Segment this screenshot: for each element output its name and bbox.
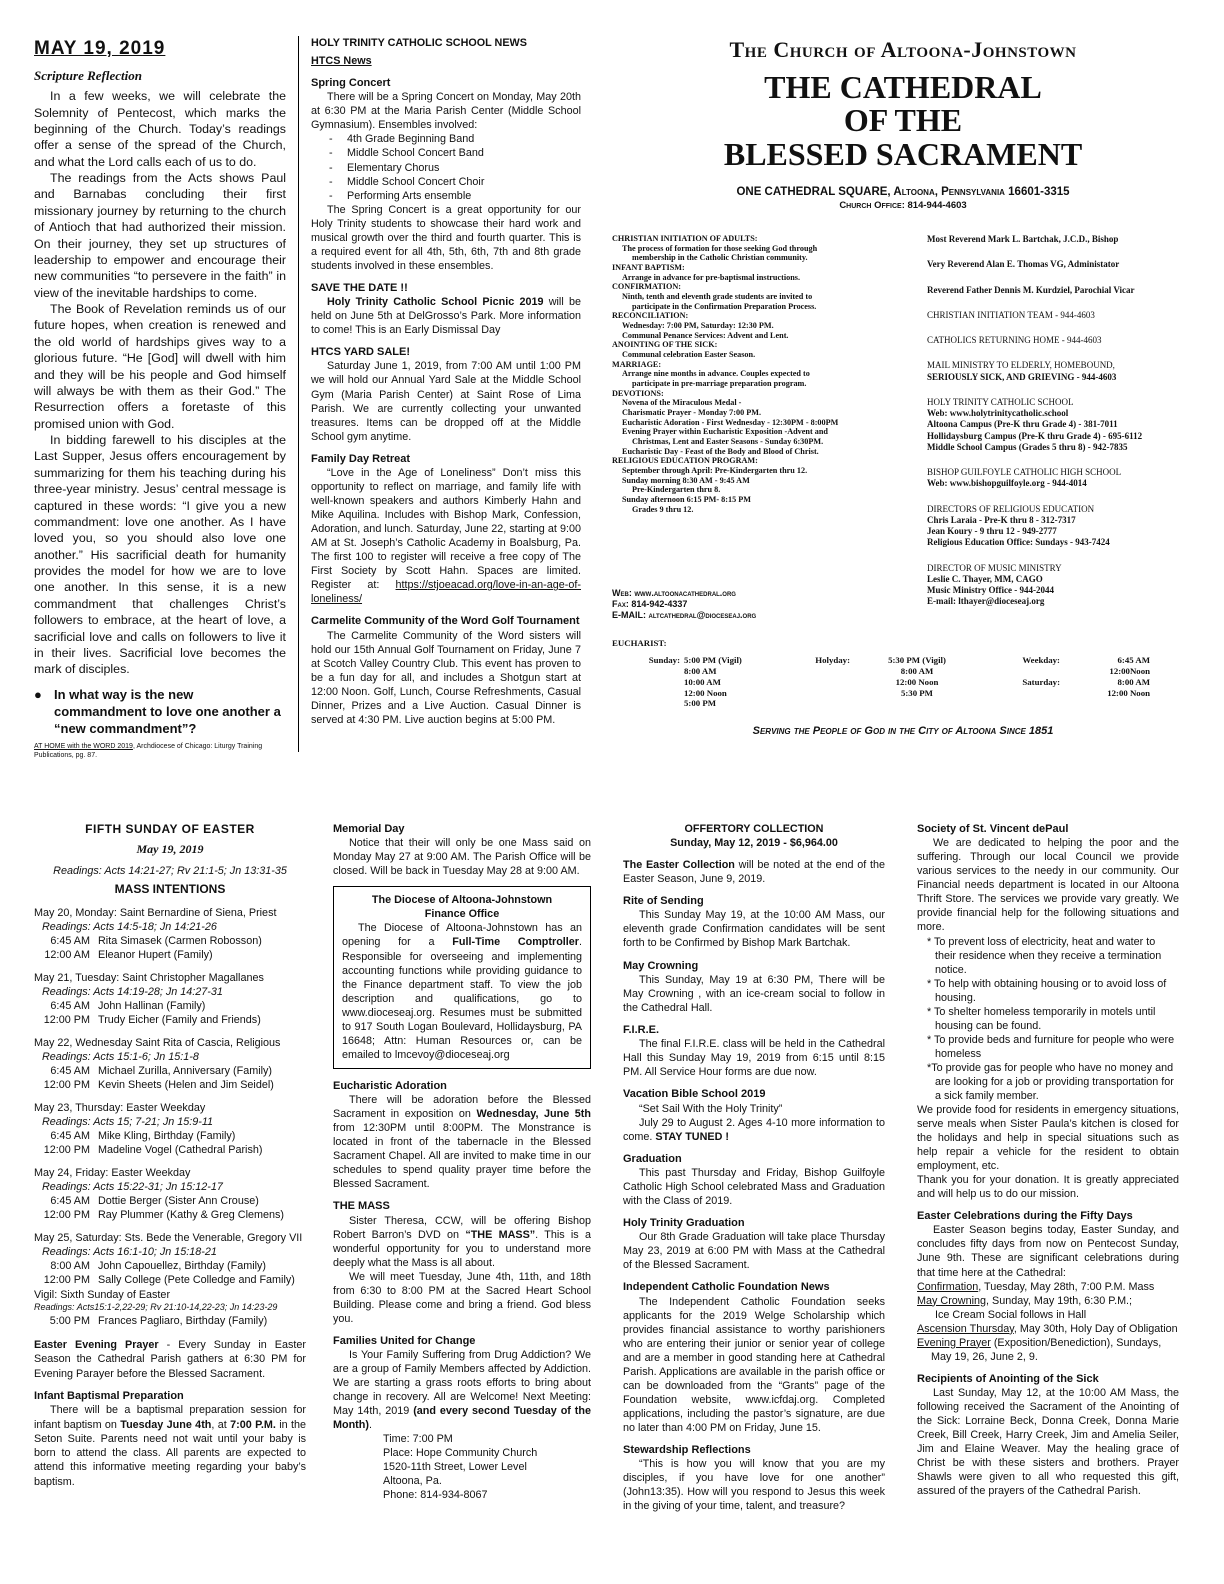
service-detail: Communal Penance Services: Advent and Lent.	[622, 330, 789, 340]
bullet-icon: ●	[34, 686, 42, 702]
yard-sale-text: Saturday June 1, 2019, from 7:00 AM until 1:00 PM we will hold our Annual Yard Sale at the Middle School Gym (Maria Parish Center) at Saint Rose of Lima Parish. We are currently collecting your unwanted treasures. Items can be dropped off at the Middle School gym anytime.	[311, 360, 581, 443]
mass-row	[34, 1208, 306, 1222]
vigil-readings-text: Acts15:1-2,22-29; Rv 21:10-14,22-23; Jn 14:23-29	[74, 1301, 278, 1312]
fire-title: F.I.R.E.	[623, 1023, 660, 1036]
contact-block	[612, 588, 756, 620]
church-name: The Church of Altoona-Johnstown	[729, 37, 1077, 62]
list-item: *To provide gas for people who have no money and are looking for a job or providing transportation for a sick family member.	[927, 1061, 1174, 1102]
celebration-item: Ice Cream Social follows in Hall	[935, 1308, 1087, 1321]
golf-text: The Carmelite Community of the Word sisters will hold our 15th Annual Golf Tournament on Friday, June 7 at Scotch Valley Country Club. This event has proven to be a fun day for all, and includes a Shotgun start at 12:00 Noon. Golf, Lunch, Course Refreshments, Casual Dinner, Prizes and a Live Auction. Casual Dinner is served at 4:30 PM. Live auction begins at 5:00 PM.	[311, 629, 581, 726]
fifth-sunday-heading: FIFTH SUNDAY OF EASTER	[85, 822, 255, 836]
fax-number: Fax: 814-942-4337	[612, 598, 688, 609]
celebration-item	[917, 1322, 1179, 1336]
vbs-title: Vacation Bible School 2019	[623, 1088, 766, 1101]
service-detail: The process of formation for those seeking God through	[622, 243, 818, 253]
staff-line: SERIOUSLY SICK, AND GRIEVING - 944-4603	[927, 371, 1117, 382]
rite-of-sending-title: Rite of Sending	[623, 895, 704, 908]
service-detail: membership in the Catholic Christian community.	[632, 253, 808, 263]
citation-text: , Archdiocese of Chicago: Liturgy Training Publications, pg. 87.	[34, 743, 263, 759]
stewardship-text: “This is how you will know that you are my disciples, if you have love for one another” (John13:35). How will you respond to Jesus this week in the giving of your time, talent, and treasure?	[623, 1458, 885, 1513]
service-detail: Arrange in advance for pre-baptismal instructions.	[622, 272, 801, 282]
service-title: RELIGIOUS EDUCATION PROGRAM:	[612, 456, 758, 466]
the-mass-text	[333, 1214, 591, 1270]
service-detail: Charismatic Prayer - Monday 7:00 PM.	[622, 408, 762, 418]
finance-office-box	[333, 886, 591, 1068]
meeting-info	[333, 1432, 591, 1502]
day-heading: May 25, Saturday: Sts. Bede the Venerable, Gregory VII	[34, 1231, 303, 1244]
staff-line: Religious Education Office: Sundays - 943-7424	[927, 537, 1110, 548]
vbs-body: July 29 to August 2. Ages 4-10 more information to come.	[623, 1116, 885, 1143]
staff-entry	[927, 335, 1192, 346]
day-readings: Readings: Acts 15:1-6; Jn 15:1-8	[42, 1050, 199, 1063]
sunday-readings: Readings: Acts 14:21-27; Rv 21:1-5; Jn 13:31-35	[53, 864, 287, 877]
vbs-stay-tuned: STAY TUNED !	[655, 1130, 729, 1143]
vigil-line: Vigil: Sixth Sunday of Easter	[34, 1288, 171, 1301]
mass-row	[34, 1194, 306, 1208]
service-detail: Grades 9 thru 12.	[632, 504, 694, 514]
adoration-title: Eucharistic Adoration	[333, 1079, 447, 1092]
the-mass-schedule: We will meet Tuesday, June 4th, 11th, and 18th from 6:30 to 8:00 PM at the Sacred Heart School Building. Please come and bring a friend. God bless you.	[333, 1270, 591, 1325]
meeting-phone: Phone: 814-934-8067	[383, 1489, 488, 1502]
serving-tagline: Serving the People of God in the City of Altoona Since 1851	[752, 725, 1054, 737]
easter-celebrations-text: Easter Season begins today, Easter Sunday, and concludes fifty days from now on Pentecost Sunday, June 9th. These are significant celebrations during that time here at the Cathedral:	[917, 1224, 1179, 1279]
service-detail: Ninth, tenth and eleventh grade students are invited to	[622, 292, 813, 302]
staff-line: Most Reverend Mark L. Bartchak, J.C.D., Bishop	[927, 234, 1119, 244]
mass-time: 12:00 AM	[44, 949, 90, 962]
celebration-name: Evening Prayer	[917, 1336, 991, 1349]
staff-line: Web: www.bishopguilfoyle.org - 944-4014	[927, 478, 1087, 489]
service-detail: participate in pre-marriage preparation program.	[632, 379, 807, 389]
vigil-readings	[34, 1302, 306, 1314]
celebration-name: Confirmation	[917, 1280, 979, 1293]
mass-time: 8:00 AM	[50, 1260, 90, 1273]
box-title: Finance Office	[424, 908, 500, 921]
ibp-text: , at	[211, 1418, 231, 1431]
mass-time: 8:00 AM	[900, 666, 934, 677]
rite-of-sending-text: This Sunday May 19, at the 10:00 AM Mass, our eleventh grade Confirmation candidates will be sent forth to be Confirmed by Bishop Mark Bartchak.	[623, 909, 885, 950]
mass-intentions-heading: MASS INTENTIONS	[114, 881, 226, 896]
mass-dvd-title: “THE MASS”	[465, 1228, 536, 1241]
service-title: CHRISTIAN INITIATION OF ADULTS:	[612, 234, 758, 243]
box-text: The Diocese of Altoona-Johnstown has an opening for a	[342, 922, 582, 949]
weekday-saturday-times	[1062, 655, 1152, 709]
fuc-body: .	[368, 1419, 372, 1432]
save-date-text	[311, 295, 581, 337]
staff-line: Leslie C. Thayer, MM, CAGO	[927, 573, 1043, 584]
mass-time: 5:30 PM (Vigil)	[888, 655, 946, 666]
mass-schedule-table	[612, 655, 1152, 709]
staff-entry	[927, 397, 1192, 453]
picnic-text: will be held on June 5th at DelGrosso’s Park. More information to come! This is an Early Dismissal Day	[311, 296, 581, 337]
website-link[interactable]: Web: www.altoonacathedral.org	[612, 588, 736, 598]
holyday-times	[852, 655, 982, 709]
staff-line: Web: www.holytrinitycatholic.school	[927, 408, 1069, 418]
staff-line: CATHOLICS RETURNING HOME - 944-4603	[927, 335, 1102, 345]
htg-title: Holy Trinity Graduation	[623, 1217, 745, 1230]
weekday-time: 6:45 AM	[1117, 655, 1150, 666]
staff-line: Music Ministry Office - 944-2044	[927, 585, 1054, 595]
concert-text-2: The Spring Concert is a great opportunity for our Holy Trinity students to showcase their hard work and musical growth over the third and fourth quarter. This is a required event for all 4th, 5th, 6th, 7th and 8th grade students involved in these ensembles.	[311, 203, 581, 272]
vigil-mass	[34, 1314, 306, 1328]
reflection-question	[34, 686, 286, 737]
service-detail: participate in the Confirmation Preparation Process.	[632, 301, 817, 311]
job-title: Full-Time Comptroller	[452, 936, 580, 949]
holyday-label: Holyday:	[815, 655, 850, 666]
mass-time: 6:45 AM	[50, 1130, 90, 1143]
day-readings: Readings: Acts 15:22-31; Jn 15:12-17	[42, 1180, 223, 1193]
mass-intention: Eleanor Hupert (Family)	[98, 949, 213, 962]
ibp-text: There will be a baptismal preparation session for infant baptism on	[34, 1404, 306, 1431]
staff-line: Chris Laraia - Pre-K thru 8 - 312-7317	[927, 514, 1076, 525]
celebration-detail: (Exposition/Benediction), Sundays, May 19, 26, June 2, 9.	[931, 1336, 1162, 1363]
list-item: * To help with obtaining housing or to avoid loss of housing.	[927, 977, 1167, 1004]
retreat-body: “Love in the Age of Loneliness” Don’t miss this opportunity to reflect on marriage, and family life with well-known speakers and authors Kimberly Hahn and Mike Aquilina. Includes with Bishop Mark, Confession, Adoration, and lunch. Saturday, June 22, starting at 9:00 AM at St. Joseph’s Catholic Academy in Boalsburg, Pa. The first 100 to register will receive a free copy of The First Society by Scott Hahn. Spaces are limited. Register at:	[311, 466, 581, 592]
mass-row	[34, 1273, 306, 1287]
list-item: * To prevent loss of electricity, heat and water to their residence when they receive a termination notice.	[927, 935, 1162, 976]
mass-body: . This is a wonderful opportunity for you to understand more deeply what the Mass is all about.	[333, 1228, 591, 1269]
citation-link[interactable]: AT HOME with the WORD 2019	[34, 743, 133, 751]
service-detail: Sunday afternoon 6:15 PM- 8:15 PM	[622, 495, 751, 505]
mass-intention: Mike Kling, Birthday (Family)	[98, 1130, 236, 1143]
staff-line: HOLY TRINITY CATHOLIC SCHOOL	[927, 396, 1074, 407]
celebration-detail: , Sunday, May 19th, 6:30 P.M.;	[986, 1294, 1133, 1307]
mass-row	[34, 934, 306, 948]
svdp-title: Society of St. Vincent dePaul	[917, 823, 1069, 835]
mass-intention-day	[34, 906, 306, 963]
families-united-title: Families United for Change	[333, 1334, 476, 1347]
scripture-column	[34, 36, 286, 766]
mass-row	[34, 1259, 306, 1273]
adoration-date: Wednesday, June 5th	[476, 1108, 591, 1121]
staff-entry	[927, 310, 1192, 321]
concert-title: Spring Concert	[311, 77, 391, 90]
scripture-para: The readings from the Acts shows Paul and Barnabas concluding their first missionary journey by returning to the church of Antioch that had authorized their mission. On their journey, they set up structures of leadership to empower and encourage their new communities “to persevere in the faith” in view of the inevitable hardships to come.	[34, 171, 286, 300]
mass-intention: Trudy Eicher (Family and Friends)	[98, 1014, 261, 1027]
staff-entry	[927, 467, 1192, 490]
mass-time: 12:00 PM	[43, 1014, 90, 1027]
celebration-detail: , May 30th, Holy Day of Obligation	[1013, 1322, 1178, 1335]
announcements-column-3	[623, 822, 885, 1562]
school-news-column	[311, 36, 581, 766]
save-date-title: SAVE THE DATE !!	[311, 281, 408, 294]
families-united-text	[333, 1348, 591, 1432]
service-title: DEVOTIONS:	[612, 388, 664, 398]
staff-line: Reverend Father Dennis M. Kurdziel, Parochial Vicar	[927, 284, 1135, 295]
list-item: - Performing Arts ensemble	[329, 189, 581, 203]
meeting-address: 1520-11th Street, Lower Level	[383, 1461, 527, 1474]
eucharist-label: EUCHARIST:	[612, 638, 667, 648]
fifth-sunday-date: May 19, 2019	[136, 841, 204, 856]
sunday-label: Sunday:	[648, 655, 680, 666]
mass-time: 6:45 AM	[50, 1000, 90, 1013]
saturday-label: Saturday:	[1022, 676, 1060, 687]
golf-title: Carmelite Community of the Word Golf Tournament	[311, 615, 580, 628]
staff-entry	[927, 259, 1192, 270]
svdp-text-3: Thank you for your donation. It is greatly appreciated and will help us to do our mission.	[917, 1174, 1179, 1201]
service-title: MARRIAGE:	[612, 359, 662, 369]
staff-line: Very Reverend Alan E. Thomas VG, Administator	[927, 259, 1120, 270]
weekday-saturday-labels	[982, 655, 1062, 709]
service-detail: September through April: Pre-Kindergarten thru 12.	[622, 466, 808, 476]
offertory-title: OFFERTORY COLLECTION	[684, 823, 824, 835]
column-divider	[298, 36, 299, 752]
mass-time: 12:00 Noon	[684, 687, 727, 698]
eep-text: - Every Sunday in Easter Season the Cathedral Parish gathers at 6:30 PM for Evening Parayer before the Blessed Sacrament.	[34, 1339, 306, 1380]
mass-time: 5:30 PM	[900, 687, 933, 698]
graduation-title: Graduation	[623, 1152, 682, 1165]
fuc-body: Is Your Family Suffering from Drug Addiction? We are a group of Family Members affected by Addiction. We are starting a grass roots efforts to bring about change in recovery. All are Welcome! Next Meeting: May 14th, 2019	[333, 1349, 591, 1418]
staff-entry	[927, 360, 1192, 383]
svdp-text-2: We provide food for residents in emergency situations, serve meals when Sister Paula’s kitchen is closed for the holidays and help in special situations such as help repair a vehicle for the resident to obtain employment, etc.	[917, 1103, 1179, 1173]
mass-body: Sister Theresa, CCW, will be offering Bishop Robert Barron’s DVD on	[333, 1214, 591, 1241]
service-detail: Pre-Kindergarten thru 8.	[632, 485, 721, 495]
announcements-column-2	[333, 822, 591, 1562]
staff-line: Altoona Campus (Pre-K thru Grade 4) - 381-7011	[927, 419, 1118, 430]
celebration-item	[917, 1280, 1179, 1294]
meeting-city: Altoona, Pa.	[383, 1475, 442, 1488]
mass-intention-day	[34, 1101, 306, 1158]
cathedral-title-line: OF THE	[843, 102, 963, 139]
staff-line: BISHOP GUILFOYLE CATHOLIC HIGH SCHOOL	[927, 467, 1122, 477]
service-detail: Eucharistic Adoration - First Wednesday - 12:30PM - 8:00PM	[622, 417, 839, 427]
may-crowning-title: May Crowning	[623, 959, 699, 972]
mass-intention: Ray Plummer (Kathy & Greg Clemens)	[98, 1209, 284, 1222]
mass-intention: Sally College (Pete Colledge and Family)	[98, 1274, 295, 1287]
infant-baptism-text	[34, 1403, 306, 1489]
saturday-time: 12:00 Noon	[1107, 687, 1150, 698]
staff-line: MAIL MINISTRY TO ELDERLY, HOMEBOUND,	[927, 360, 1115, 371]
celebration-item	[917, 1294, 1179, 1308]
service-detail: Communal celebration Easter Season.	[622, 350, 756, 360]
service-title: INFANT BAPTISM:	[612, 263, 685, 273]
saturday-time: 8:00 AM	[1117, 676, 1150, 687]
mass-time: 5:00 PM (Vigil)	[684, 655, 742, 666]
mass-time: 10:00 AM	[684, 676, 721, 687]
day-heading: May 24, Friday: Easter Weekday	[34, 1166, 191, 1179]
adoration-body: There will be adoration before the Blessed Sacrament in exposition on	[333, 1094, 591, 1121]
scripture-para: In a few weeks, we will celebrate the Solemnity of Pentecost, which marks the beginning of the Church. Today’s readings offer a sense of the spread of the Church, and what the Lord calls each of us to do.	[34, 89, 286, 169]
staff-line: CHRISTIAN INITIATION TEAM - 944-4603	[927, 309, 1095, 320]
retreat-link[interactable]: https://stjoeacad.org/love-in-an-age-of-loneliness/	[311, 579, 581, 606]
day-heading: May 23, Thursday: Easter Weekday	[34, 1101, 206, 1114]
mass-intention: John Capouellez, Birthday (Family)	[98, 1260, 267, 1273]
service-detail: Christmas, Lent and Easter Seasons - Sunday 6:30PM.	[632, 437, 824, 447]
day-readings: Readings: Acts 15; 7-21; Jn 15:9-11	[42, 1115, 214, 1128]
mass-row	[34, 1064, 306, 1078]
day-readings: Readings: Acts 14:5-18; Jn 14:21-26	[42, 920, 217, 933]
eep-title: Easter Evening Prayer	[34, 1339, 159, 1352]
fire-text: The final F.I.R.E. class will be held in the Cathedral Hall this Sunday May 19, 2019 from 6:15 until 8:15 PM. All Service Hour forms are due now.	[623, 1038, 885, 1079]
anointing-title: Recipients of Anointing of the Sick	[917, 1372, 1099, 1385]
mass-time: 12:00 PM	[43, 1144, 90, 1157]
the-mass-title: THE MASS	[333, 1200, 390, 1213]
mass-intentions-list	[34, 906, 306, 1288]
mass-intention: Kevin Sheets (Helen and Jim Seidel)	[98, 1079, 274, 1092]
staff-line: DIRECTOR OF MUSIC MINISTRY	[927, 562, 1062, 573]
mass-time: 12:00 PM	[43, 1079, 90, 1092]
staff-entry	[927, 504, 1192, 549]
list-item: - 4th Grade Beginning Band	[329, 132, 581, 146]
mass-row	[34, 1129, 306, 1143]
service-detail: Wednesday: 7:00 PM, Saturday: 12:30 PM.	[622, 321, 774, 331]
services-list	[612, 234, 892, 514]
staff-entry	[927, 285, 1192, 296]
mass-time: 5:00 PM	[684, 698, 717, 709]
list-item: * To shelter homeless temporarily in motels until housing can be found.	[927, 1005, 1156, 1032]
anointing-text: Last Sunday, May 12, at the 10:00 AM Mass, the following received the Sacrament of the Anointing of the Sick: Lorraine Beck, Donna Creek, Donna Marie Creek, Bill Creek, Harry Creek, Jim and Amelia Seiler, Jim and Elaine Weaver. May the healing grace of Christ be with these sisters and brothers. Prayer Shawls were given to all who requested this gift, assured of the prayers of the Cathedral Parish.	[917, 1387, 1179, 1498]
mass-intention: Madeline Vogel (Cathedral Parish)	[98, 1144, 263, 1157]
staff-entry	[927, 563, 1192, 608]
mass-time: 6:45 AM	[50, 1065, 90, 1078]
service-detail: Sunday morning 8:30 AM - 9:45 AM	[622, 475, 750, 485]
masthead	[612, 36, 1194, 766]
mass-intention: John Hallinan (Family)	[98, 1000, 206, 1013]
mass-row	[34, 948, 306, 962]
staff-line: DIRECTORS OF RELIGIOUS EDUCATION	[927, 503, 1095, 514]
mass-intention-day	[34, 1166, 306, 1223]
sunday-times	[682, 655, 792, 709]
citation	[34, 743, 286, 760]
celebration-detail: , Tuesday, May 28th, 7:00 P.M. Mass	[978, 1280, 1155, 1293]
list-item: - Elementary Chorus	[329, 161, 581, 175]
may-crowning-text: This Sunday, May 19 at 6:30 PM, There will be May Crowning , with an ice-cream social to follow in the Cathedral Hall.	[623, 973, 885, 1014]
vbs-text	[623, 1116, 885, 1144]
icf-title: Independent Catholic Foundation News	[623, 1281, 830, 1294]
day-readings: Readings: Acts 16:1-10; Jn 15:18-21	[42, 1245, 217, 1258]
retreat-title: Family Day Retreat	[311, 452, 411, 465]
picnic-name: Holy Trinity Catholic School Picnic 2019	[327, 296, 544, 309]
staff-line: Jean Koury - 9 thru 12 - 949-2777	[927, 526, 1057, 536]
service-detail: Arrange nine months in advance. Couples expected to	[622, 369, 810, 379]
day-heading: May 22, Wednesday Saint Rita of Cascia, Religious	[34, 1036, 281, 1049]
celebration-name: May Crowning	[917, 1294, 987, 1307]
staff-line: E-mail: lthayer@dioceseaj.org	[927, 596, 1045, 607]
ibp-text: in the Seton Suite. Parents need not wait until your baby is born to attend the class. All parents are expected to attend this informative meeting regarding your baby’s baptism.	[34, 1418, 306, 1488]
mass-time: 6:45 AM	[50, 935, 90, 948]
church-office-phone: Church Office: 814-944-4603	[839, 200, 967, 212]
stewardship-title: Stewardship Reflections	[623, 1444, 751, 1457]
vigil-readings-label: Readings:	[34, 1301, 75, 1312]
offertory-amount: Sunday, May 12, 2019 - $6,964.00	[670, 837, 838, 850]
easter-collection-label: The Easter Collection	[623, 859, 735, 872]
fuc-note: (and every second Tuesday of the Month)	[333, 1405, 591, 1432]
mass-time: 8:00 AM	[684, 666, 717, 677]
graduation-text: This past Thursday and Friday, Bishop Guilfoyle Catholic High School celebrated Mass and Graduation with the Class of 2019.	[623, 1166, 885, 1208]
day-heading: May 21, Tuesday: Saint Christopher Magallanes	[34, 971, 264, 984]
celebration-item	[917, 1336, 1179, 1364]
mass-time: 6:45 AM	[50, 1195, 90, 1208]
staff-directory	[927, 234, 1192, 608]
ensemble-list	[311, 132, 581, 202]
cathedral-title-line: BLESSED SACRAMENT	[723, 135, 1083, 172]
cathedral-title-line: THE CATHEDRAL	[764, 68, 1042, 105]
list-item: * To provide beds and furniture for people who were homeless	[927, 1033, 1175, 1060]
church-address: ONE CATHEDRAL SQUARE, Altoona, Pennsylvania 16601-3315	[736, 186, 1070, 199]
meeting-place: Place: Hope Community Church	[383, 1447, 538, 1460]
question-text: In what way is the new commandment to love one another a “new commandment”?	[54, 686, 281, 737]
celebration-name: Ascension Thursday	[917, 1322, 1014, 1335]
easter-collection-text	[623, 858, 885, 886]
mass-intention: Michael Zurilla, Anniversary (Family)	[98, 1065, 272, 1078]
service-detail: Novena of the Miraculous Medal -	[622, 398, 742, 408]
memorial-day-title: Memorial Day	[333, 823, 405, 835]
mass-intentions-column	[34, 822, 306, 1562]
day-readings: Readings: Acts 14:19-28; Jn 14:27-31	[42, 985, 223, 998]
day-heading: May 20, Monday: Saint Bernardine of Siena, Priest	[34, 906, 277, 919]
list-item: - Middle School Concert Choir	[329, 175, 581, 189]
mass-intention-day	[34, 1231, 306, 1288]
announcements-column-4	[917, 822, 1179, 1562]
service-title: CONFIRMATION:	[612, 282, 681, 292]
finance-office-text	[342, 921, 582, 1061]
mass-intention: Rita Simasek (Carmen Robosson)	[98, 935, 262, 948]
email-link[interactable]: E-MAIL: altcathedral@dioceseaj.org	[612, 609, 757, 620]
mass-intention-day	[34, 971, 306, 1028]
mass-row	[34, 999, 306, 1013]
mass-intention-day	[34, 1036, 306, 1093]
retreat-text	[311, 466, 581, 606]
vbs-theme: “Set Sail With the Holy Trinity”	[639, 1102, 783, 1115]
cathedral-title	[612, 68, 1194, 172]
svdp-text: We are dedicated to helping the poor and the suffering. Through our local Council we provide various services to the needy in our community. Our Financial needs department is located in our Altoona Thrift Store. The services we provide vary greatly. We provide financial help for the following situations and more.	[917, 837, 1179, 934]
htcs-news-sub: HTCS News	[311, 55, 372, 68]
mass-row	[34, 1143, 306, 1157]
service-title: ANOINTING OF THE SICK:	[612, 340, 718, 350]
staff-line: Hollidaysburg Campus (Pre-K thru Grade 4) - 695-6112	[927, 430, 1143, 441]
meeting-time: Time: 7:00 PM	[383, 1433, 453, 1446]
yard-sale-title: HTCS YARD SALE!	[311, 346, 411, 359]
mass-intention: Dottie Berger (Sister Ann Crouse)	[98, 1195, 259, 1208]
mass-time: 12:00 Noon	[895, 676, 939, 687]
weekday-label: Weekday:	[1022, 655, 1060, 666]
box-title: The Diocese of Altoona-Johnstown	[371, 894, 553, 907]
adoration-text	[333, 1093, 591, 1191]
ibp-date: Tuesday June 4th	[120, 1418, 212, 1431]
easter-celebrations-title: Easter Celebrations during the Fifty Days	[917, 1210, 1133, 1223]
staff-line: Middle School Campus (Grades 5 thru 8) - 942-7835	[927, 441, 1128, 452]
scripture-para: The Book of Revelation reminds us of our future hopes, when creation is renewed and the old world of hardships gives way to a glorious future. “He [God] will dwell with him and they will be his people and God himself will always be with them as their God.” The Resurrection offers a foretaste of this promised union with God.	[34, 302, 286, 431]
adoration-body: from 12:30PM until 8:00PM. The Monstrance is located in front of the tabernacle in the Blessed Sacrament Chapel. All are invited to make time in our schedules to spend quality prayer time before the Blessed Sacrament.	[333, 1122, 591, 1191]
mass-row	[34, 1078, 306, 1092]
service-title: RECONCILIATION:	[612, 311, 689, 321]
service-detail: Eucharistic Day - Feast of the Body and Blood of Christ.	[622, 446, 819, 456]
mass-row	[34, 1013, 306, 1027]
bulletin-date: MAY 19, 2019	[34, 38, 166, 59]
icf-text: The Independent Catholic Foundation seeks applicants for the 2019 Welge Scholarship which provides financial assistance to worthy parishioners who are entering their junior or senior year of college and are a member in good standing here at Cathedral Parish. Applications are available in the parish office or can be downloaded from the “Grants” page of the Foundation website, www.icfdaj.org. Completed applications, including the pastor’s signature, are due no later than 4:00 PM on Friday, June 15.	[623, 1295, 885, 1435]
scripture-title: Scripture Reflection	[34, 68, 142, 84]
mass-intention: Frances Pagliaro, Birthday (Family)	[98, 1314, 268, 1327]
htg-text: Our 8th Grade Graduation will take place Thursday May 23, 2019 at 6:00 PM with Mass at the Cathedral of the Blessed Sacrament.	[623, 1231, 885, 1272]
infant-baptism-title: Infant Baptismal Preparation	[34, 1389, 184, 1402]
easter-collection-body: will be noted at the end of the Easter Season, June 9, 2019.	[623, 859, 885, 886]
easter-evening-prayer	[34, 1338, 306, 1381]
box-text: . Responsible for overseeing and implementing accounting functions while providing guidance to the Finance department staff. To view the job description and qualifications, go to www.dioceseaj.org. Resumes must be submitted to 917 South Logan Boulevard, Hollidaysburg, PA 16648; Attn: Human Resources or, can be emailed to lmcevoy@dioceseaj.org	[342, 936, 583, 1061]
ibp-time: 7:00 P.M.	[230, 1418, 276, 1431]
eucharist-schedule	[612, 638, 1194, 709]
service-detail: Evening Prayer within Eucharistic Exposition -Advent and	[622, 427, 828, 437]
concert-text: There will be a Spring Concert on Monday, May 20th at 6:30 PM at the Maria Parish Center (Middle School Gymnasium). Ensembles involved:	[311, 91, 581, 132]
mass-time: 12:00 PM	[43, 1209, 90, 1222]
staff-entry	[927, 234, 1192, 245]
scripture-para: In bidding farewell to his disciples at the Last Supper, Jesus offers encouragement by summarizing for them his teaching during his three-year ministry. Jesus’ central message is captured in these words: “I give you a new commandment: love one another. As I have loved you, so you should also love one another.” His sacrificial death for humanity provides the model for how we are to love one another. In this sense, it is a new commandment that challenges Christ’s followers to embrace, at the heart of love, a sacrificial love and calls on followers to live it in their lives. Sacrificial love becomes the mark of disciples.	[34, 433, 286, 677]
weekday-time: 12:00Noon	[1109, 666, 1150, 677]
mass-time: 5:00 PM	[49, 1314, 90, 1327]
memorial-day-text: Notice that their will only be one Mass said on Monday May 27 at 9:00 AM. The Parish Office will be closed. Will be back in Tuesday May 28 at 9:00 AM.	[333, 837, 591, 878]
mass-time: 12:00 PM	[43, 1274, 90, 1287]
school-news-header: HOLY TRINITY CATHOLIC SCHOOL NEWS	[311, 37, 527, 49]
list-item: - Middle School Concert Band	[329, 146, 581, 160]
